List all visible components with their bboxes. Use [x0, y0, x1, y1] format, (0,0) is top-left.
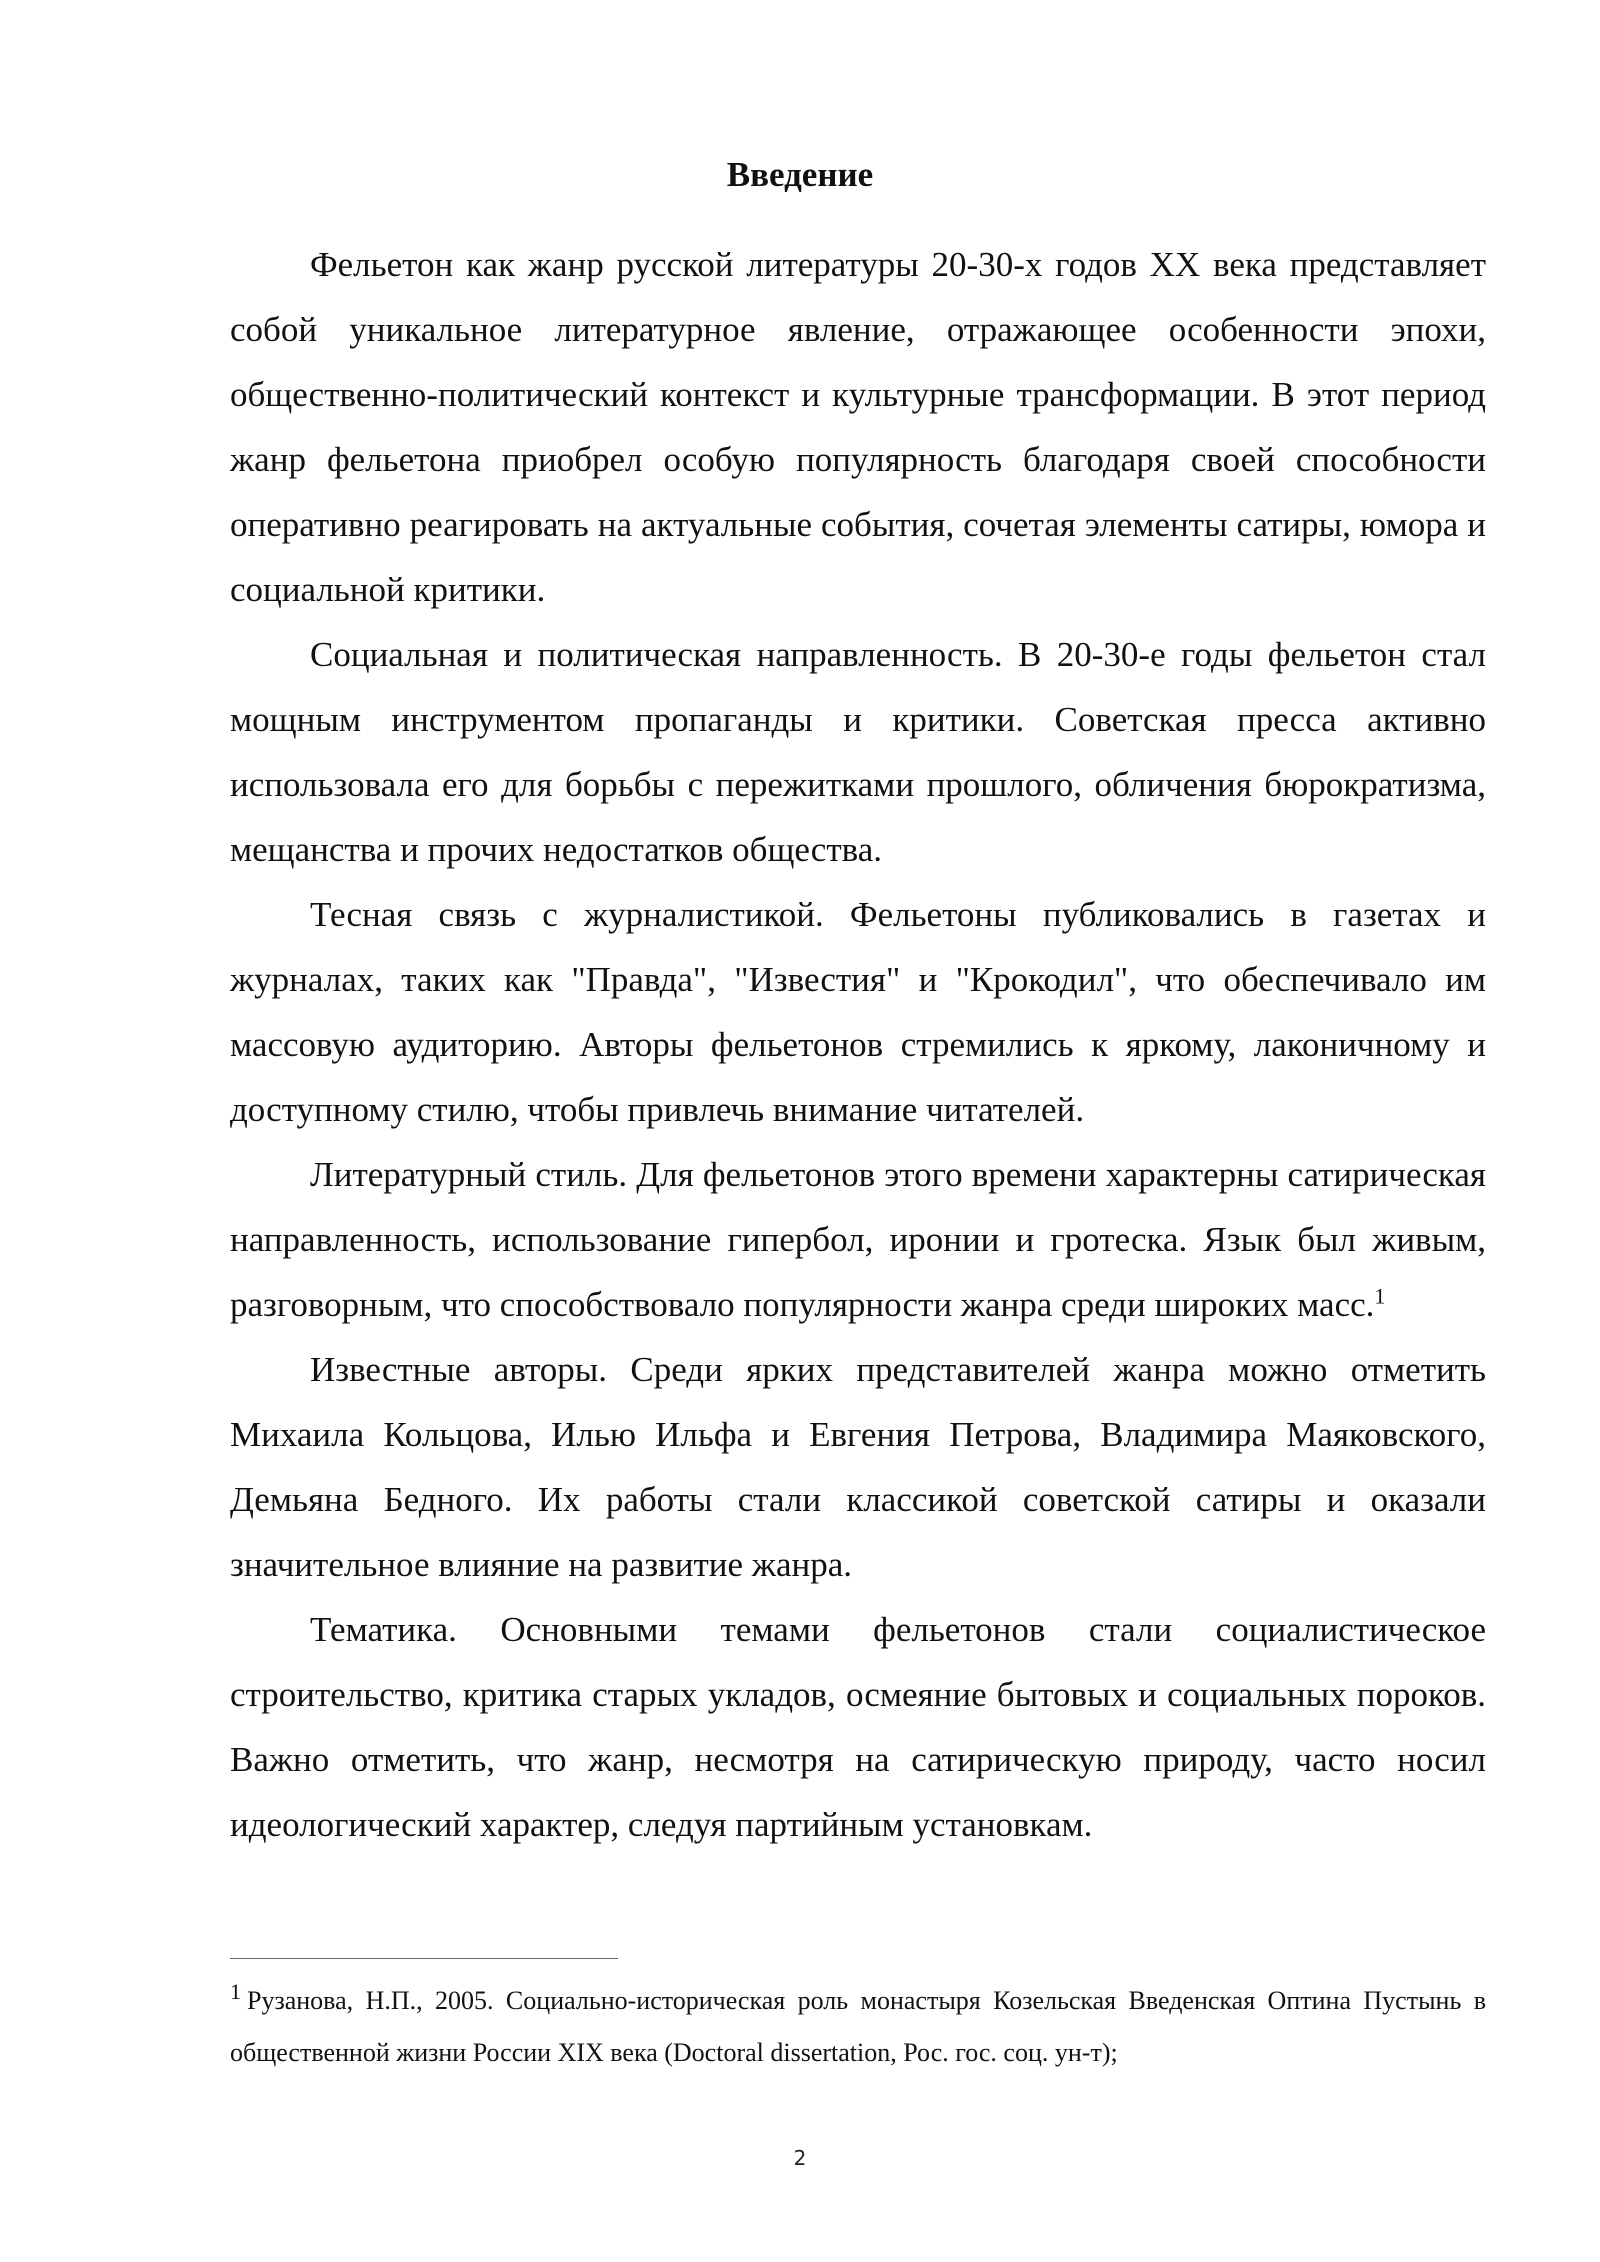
paragraph-text: Тесная связь с журналистикой. Фельетоны публиковались в газетах и журналах, таких как "Правда", "Известия" и "Крокодил", что обеспечивало им массовую аудиторию. Авторы фельетонов стремились к яркому, лаконичному и доступному стилю, чтобы привлечь внимание читателей.: [230, 895, 1486, 1129]
footnote-text: Рузанова, Н.П., 2005. Социально-историческая роль монастыря Козельская Введенская Оптина Пустынь в общественной жизни России XIX века (Doctoral dissertation, Рос. гос. соц. ун-т);: [230, 1986, 1486, 2067]
footnote-mark: 1: [230, 1979, 241, 2005]
paragraph-text: Известные авторы. Среди ярких представителей жанра можно отметить Михаила Кольцова, Илью Ильфа и Евгения Петрова, Владимира Маяковского, Демьяна Бедного. Их работы стали классикой советской сатиры и оказали значительное влияние на развитие жанра.: [230, 1350, 1486, 1584]
footnote-reference[interactable]: 1: [1374, 1283, 1386, 1309]
paragraph-journalism: [230, 882, 1486, 1142]
footnote: [230, 1975, 1486, 2079]
paragraph-social-political: [230, 622, 1486, 882]
paragraph-literary-style: [230, 1142, 1486, 1337]
page-number: 2: [793, 2146, 807, 2170]
paragraph-text: Литературный стиль. Для фельетонов этого времени характерны сатирическая направленность, использование гипербол, иронии и гротеска. Язык был живым, разговорным, что способствовало популярности жанра среди широких масс.: [230, 1155, 1486, 1324]
paragraph-text: Фельетон как жанр русской литературы 20-30-х годов XX века представляет собой уникальное литературное явление, отражающее особенности эпохи, общественно-политический контекст и культурные трансформации. В этот период жанр фельетона приобрел особую популярность благодаря своей способности оперативно реагировать на актуальные события, сочетая элементы сатиры, юмора и социальной критики.: [230, 245, 1486, 609]
paragraph-intro: [230, 232, 1486, 622]
paragraph-text: Тематика. Основными темами фельетонов стали социалистическое строительство, критика старых укладов, осмеяние бытовых и социальных пороков. Важно отметить, что жанр, несмотря на сатирическую природу, часто носил идеологический характер, следуя партийным установкам.: [230, 1610, 1486, 1844]
paragraph-authors: [230, 1337, 1486, 1597]
page-title: Введение: [726, 155, 874, 194]
body-text: [230, 232, 1486, 1857]
paragraph-themes: [230, 1597, 1486, 1857]
footnote-separator: [230, 1958, 618, 1959]
paragraph-text: Социальная и политическая направленность. В 20-30-е годы фельетон стал мощным инструментом пропаганды и критики. Советская пресса активно использовала его для борьбы с пережитками прошлого, обличения бюрократизма, мещанства и прочих недостатков общества.: [230, 635, 1486, 869]
